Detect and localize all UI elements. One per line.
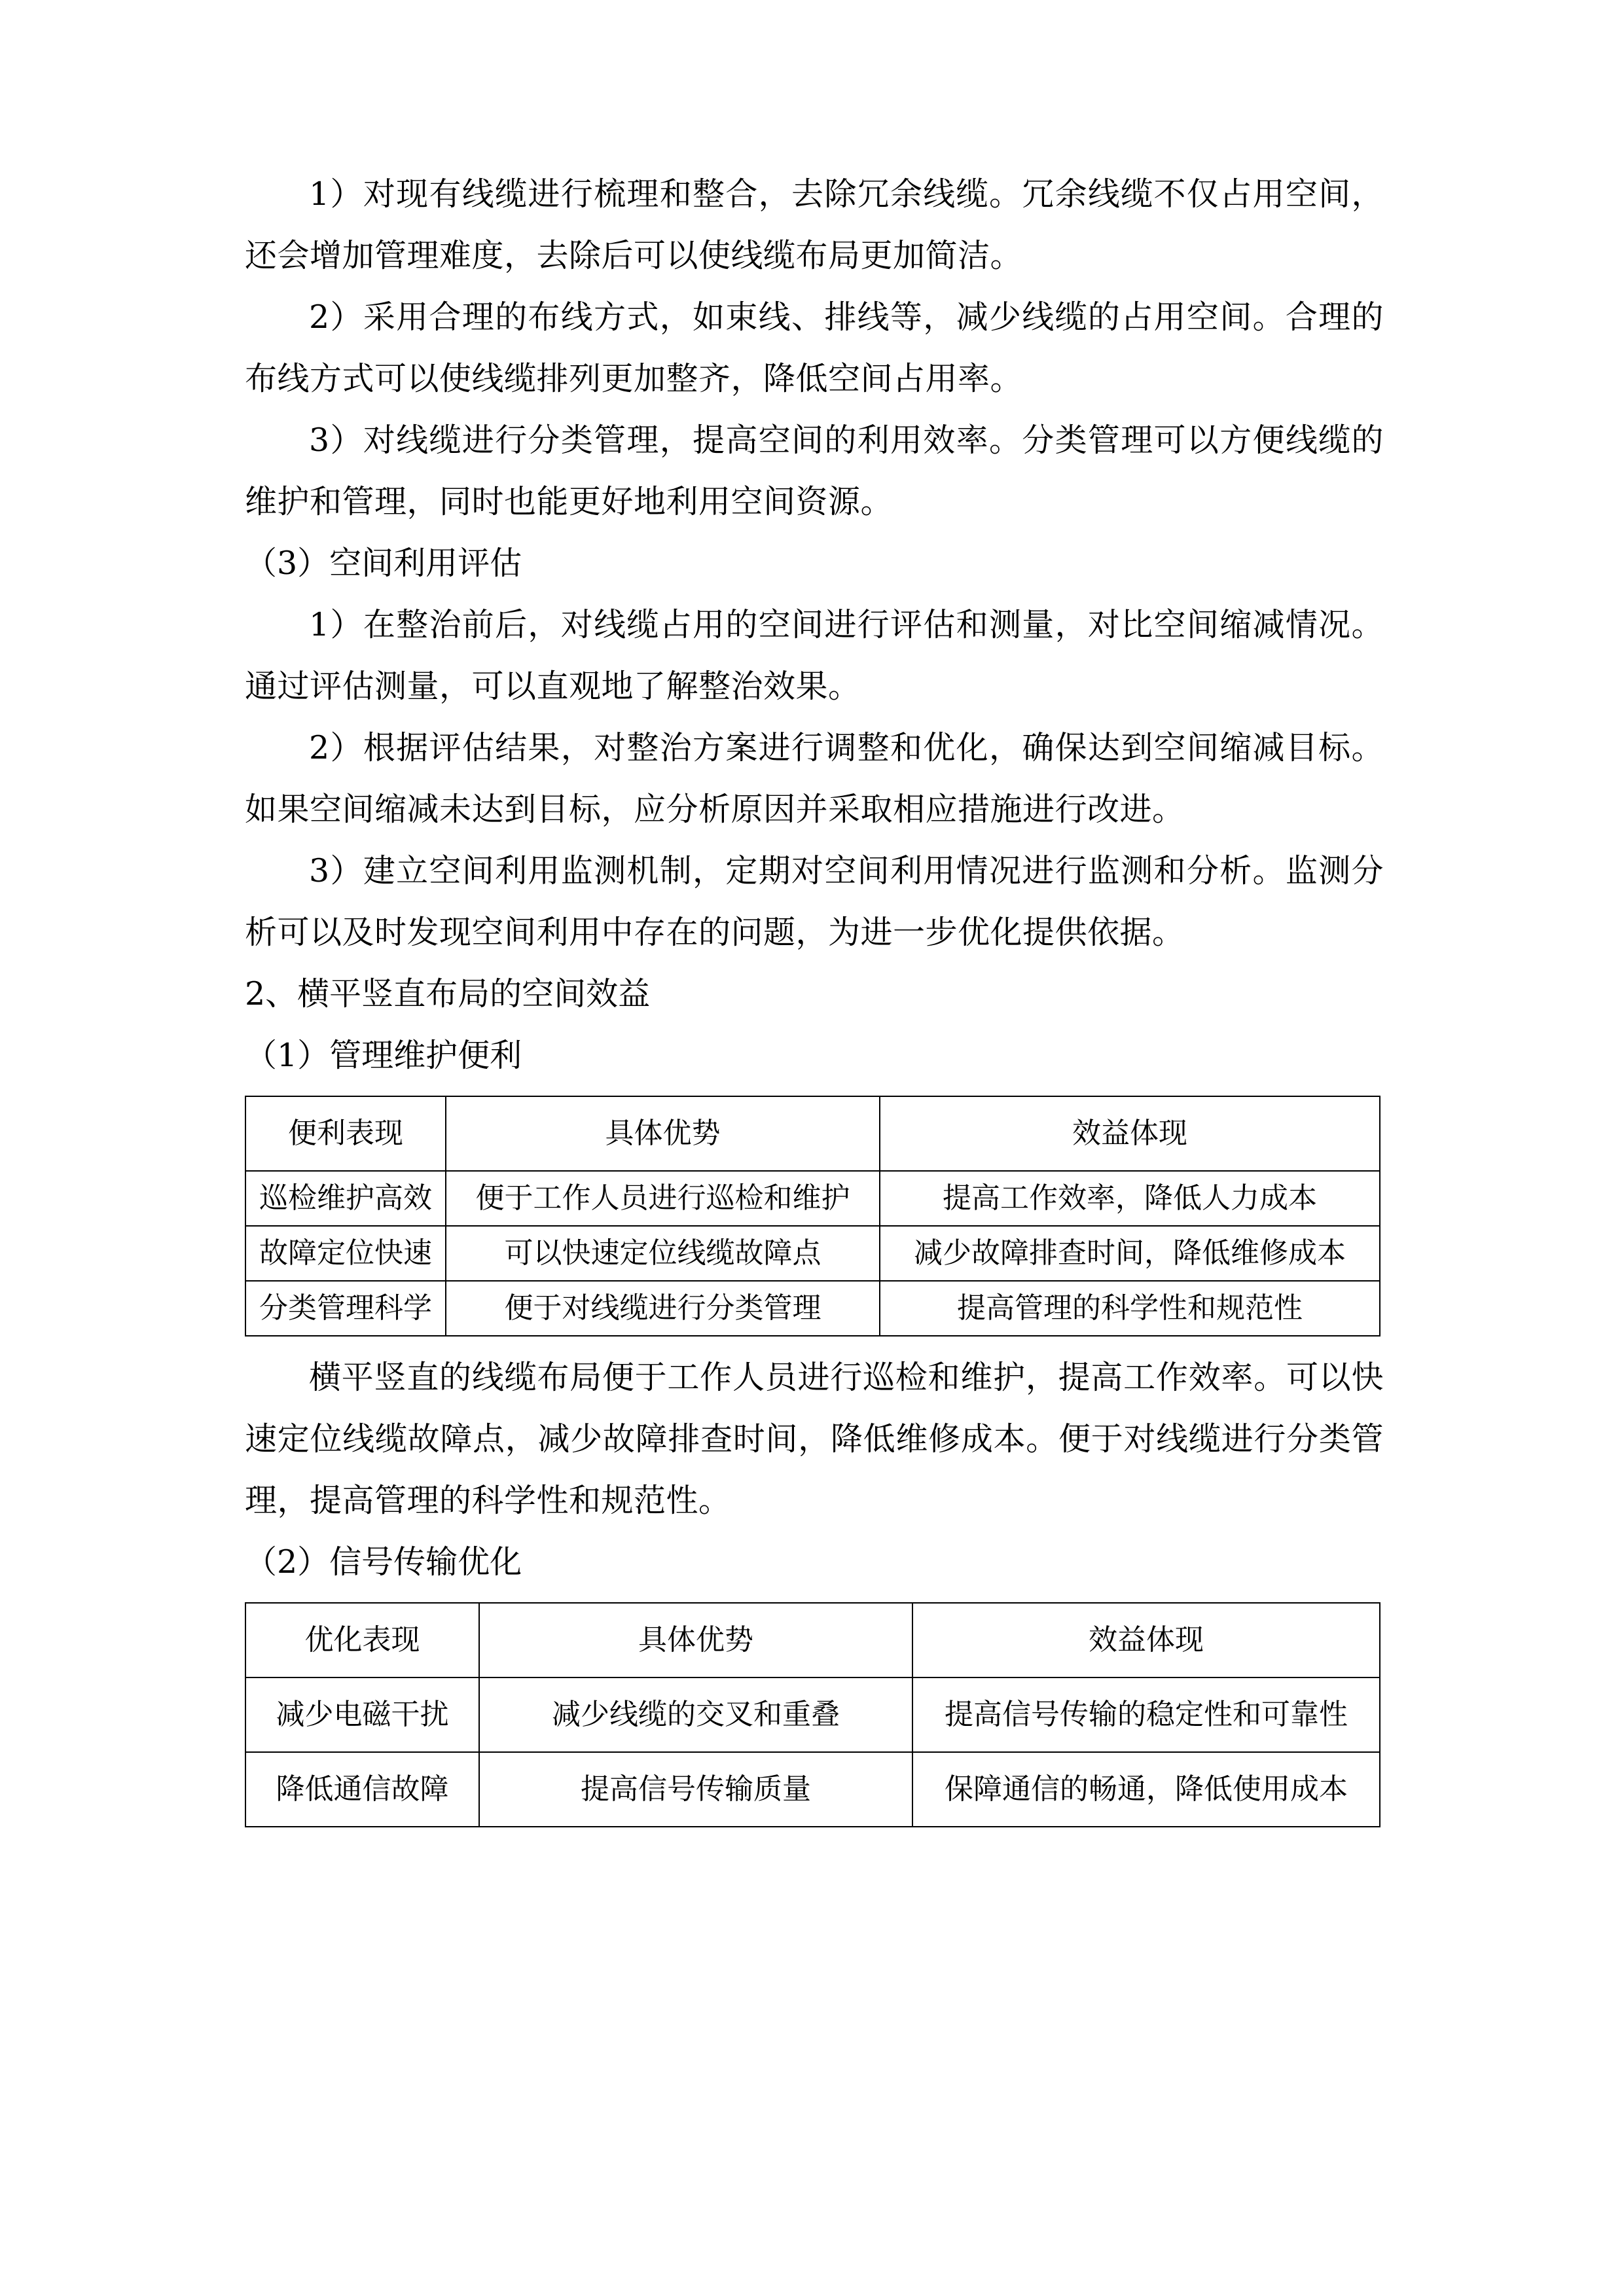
paragraph-summary-after-table-1: 横平竖直的线缆布局便于工作人员进行巡检和维护，提高工作效率。可以快速定位线缆故障点，减少故障排查时间，降低维修成本。便于对线缆进行分类管理，提高管理的科学性和规范性。 — [245, 1359, 1384, 1519]
cell-convenience: 故障定位快速 — [245, 1226, 446, 1281]
cell-advantage: 可以快速定位线缆故障点 — [446, 1226, 880, 1281]
cell-advantage: 便于对线缆进行分类管理 — [446, 1281, 880, 1336]
table-row — [245, 1677, 1380, 1752]
table-row — [245, 1226, 1380, 1281]
table-management-maintenance-benefits — [245, 1096, 1380, 1336]
heading-subsection-maintenance-convenience: （1）管理维护便利 — [245, 1037, 522, 1074]
column-header-optimization: 优化表现 — [245, 1603, 479, 1677]
cell-effect: 提高管理的科学性和规范性 — [880, 1281, 1380, 1336]
cell-convenience: 分类管理科学 — [245, 1281, 446, 1336]
cell-advantage: 减少线缆的交叉和重叠 — [479, 1677, 912, 1752]
heading-subsection-signal-optimization: （2）信号传输优化 — [245, 1543, 522, 1581]
cell-advantage: 便于工作人员进行巡检和维护 — [446, 1171, 880, 1226]
paragraph-adjust-optimize: 2）根据评估结果，对整治方案进行调整和优化，确保达到空间缩减目标。如果空间缩减未达到目标，应分析原因并采取相应措施进行改进。 — [245, 729, 1384, 828]
paragraph-cable-consolidation: 1）对现有线缆进行梳理和整合，去除冗余线缆。冗余线缆不仅占用空间，还会增加管理难度，去除后可以使线缆布局更加简洁。 — [245, 175, 1384, 274]
cell-convenience: 巡检维护高效 — [245, 1171, 446, 1226]
table-row — [245, 1171, 1380, 1226]
column-header-effect: 效益体现 — [912, 1603, 1380, 1677]
paragraph-evaluate-measure: 1）在整治前后，对线缆占用的空间进行评估和测量，对比空间缩减情况。通过评估测量，可以直观地了解整治效果。 — [245, 606, 1384, 705]
heading-space-utilization-evaluation: （3）空间利用评估 — [245, 545, 522, 582]
paragraph-monitoring-mechanism: 3）建立空间利用监测机制，定期对空间利用情况进行监测和分析。监测分析可以及时发现空间利用中存在的问题，为进一步优化提供依据。 — [245, 852, 1384, 951]
column-header-advantage: 具体优势 — [446, 1096, 880, 1171]
cell-effect: 提高工作效率，降低人力成本 — [880, 1171, 1380, 1226]
column-header-effect: 效益体现 — [880, 1096, 1380, 1171]
cell-advantage: 提高信号传输质量 — [479, 1752, 912, 1827]
heading-section-2: 2、横平竖直布局的空间效益 — [245, 975, 651, 1013]
document-body — [245, 164, 1384, 1827]
cell-effect: 提高信号传输的稳定性和可靠性 — [912, 1677, 1380, 1752]
paragraph-wiring-method: 2）采用合理的布线方式，如束线、排线等，减少线缆的占用空间。合理的布线方式可以使线缆排列更加整齐，降低空间占用率。 — [245, 298, 1384, 397]
table-row — [245, 1752, 1380, 1827]
paragraph-classified-management: 3）对线缆进行分类管理，提高空间的利用效率。分类管理可以方便线缆的维护和管理，同时也能更好地利用空间资源。 — [245, 422, 1384, 520]
table-header-row — [245, 1096, 1380, 1171]
table-signal-transmission-optimization — [245, 1602, 1380, 1827]
column-header-convenience: 便利表现 — [245, 1096, 446, 1171]
cell-effect: 保障通信的畅通，降低使用成本 — [912, 1752, 1380, 1827]
cell-optimization: 降低通信故障 — [245, 1752, 479, 1827]
cell-effect: 减少故障排查时间，降低维修成本 — [880, 1226, 1380, 1281]
table-row — [245, 1281, 1380, 1336]
table-header-row — [245, 1603, 1380, 1677]
column-header-advantage: 具体优势 — [479, 1603, 912, 1677]
cell-optimization: 减少电磁干扰 — [245, 1677, 479, 1752]
